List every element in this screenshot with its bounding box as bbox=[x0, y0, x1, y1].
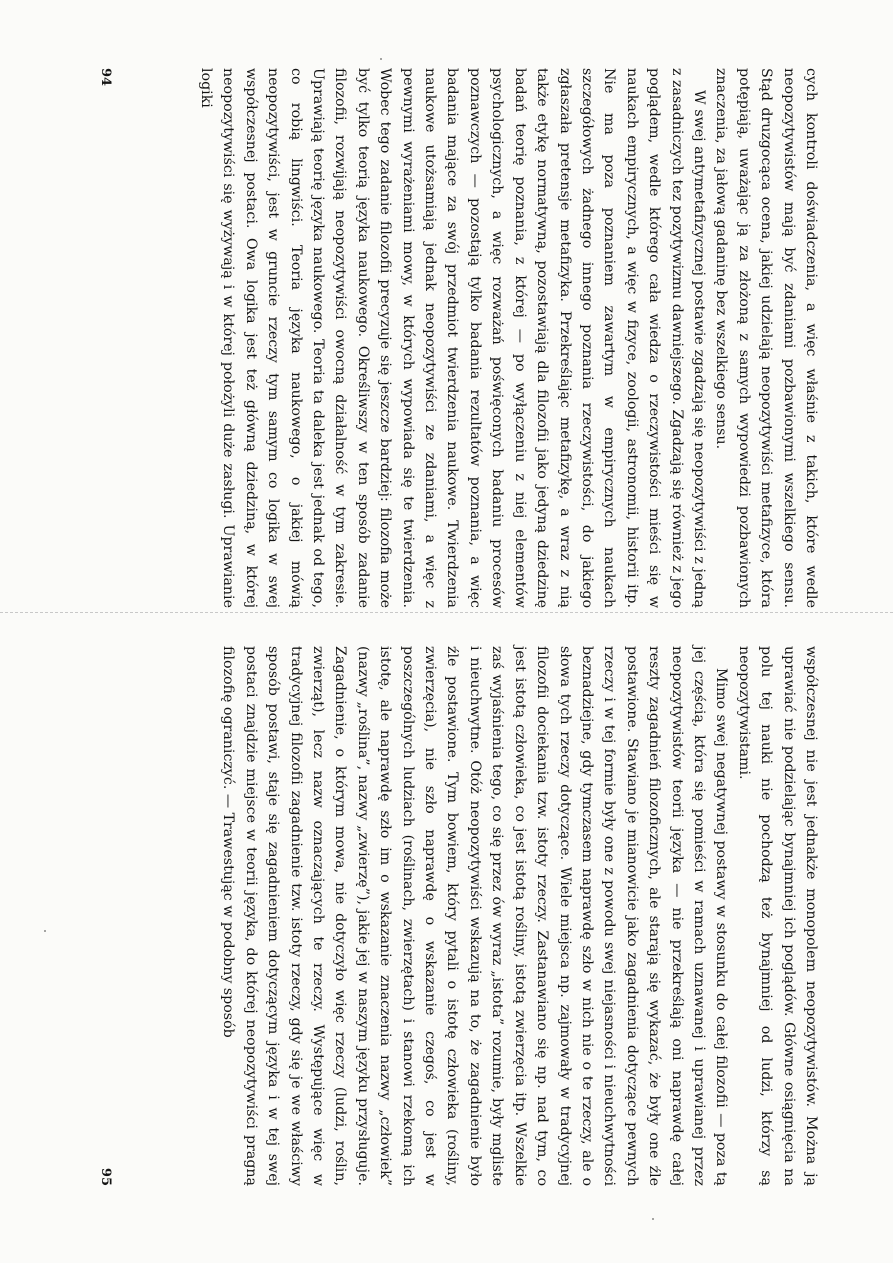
paragraph: Mimo swej negatywnej postawy w stosunku do całej filozofii — poza tą jej częścią, która się pomieści w ramach uznawanej i uprawianej przez neopozytywistów teorii języka — nie przekreślają oni naprawdę całej reszty zagadnień filozoficznych, ale starają się wykazać, że były one źle postawione. Stawiano je mianowicie jako zagadnienia dotyczące pewnych rzeczy i w tej formie były one z powodu swej niejasności i nieuchwytności beznadziejne, gdy tymczasem naprawdę szło w nich nie o te rzeczy, ale o słowa tych rzeczy dotyczące. Wiele miejsca np. zajmowały w tradycyjnej filozofii dociekania tzw. istoty rzeczy. Zastanawiano się np. nad tym, co jest istotą człowieka, co jest istotą rośliny, istotą zwierzęcia itp. Wszelkie zaś wyjaśnienia tego, co się przez ów wyraz „istota” rozumie, były mgliste i nieuchwytne. Otóż neopozytywiści wskazują na to, że zagadnienie było źle postawione. Tym bowiem, który pytali o istotę człowieka (rośliny, zwierzęcia), nie szło naprawdę o wskazanie czegoś, co jest w poszczególnych ludziach (roślinach, zwierzętach) i stanowi rzekomą ich istotę, ale naprawdę szło im o wskazanie znaczenia nazwy „człowiek” (nazwy „roślina”, nazwy „zwierzę”), jakie jej w naszym języku przysługuje. Zagadnienie, o którym mowa, nie dotyczyło więc rzeczy (ludzi, roślin, zwierząt), lecz nazw oznaczających te rzeczy. Występujące więc w tradycyjnej filozofii zagadnienie tzw. istoty rzeczy, gdy się je we właściwy sposób postawi, staje się zagadnieniem dotyczącym języka i w tej swej postaci znajdzie miejsce w teorii języka, do której neopozytywiści pragną filozofię ograniczyć. — Trawestując w podobny sposób bbox=[220, 646, 730, 1186]
paragraph: W swej antymetafizycznej postawie zgadzają się neopozytywiści z jedną z zasadniczych tez pozytywizmu dawniejszego. Zgadzają się również z jego poglądem, wedle którego cała wiedza o rzeczywistości mieści się w naukach empirycznych, a więc w fizyce, zoologii, astronomii, historii itp. Nie ma poza poznaniem zawartym w empirycznych naukach szczegółowych żadnego innego poznania rzeczywistości, do jakiego zgłaszała pretensje metafizyka. Przekreślając metafizykę, a wraz z nią także etykę normatywną, pozostawiają dla filozofii jako jedyną dziedzinę badań teorię poznania, z której — po wyłączeniu z niej elementów psychologicznych, a więc rozważań poświęconych badaniu procesów poznawczych — pozostają tylko badania rezultatów poznania, a więc badania mające za swój przedmiot twierdzenia naukowe. Twierdzenia naukowe utożsamiają jednak neopozytywiści ze zdaniami, a więc z pewnymi wyrażeniami mowy, w których wypowiada się te twierdzenia. Wobec tego zadanie filozofii precyzuje się jeszcze bardziej: filozofia może być tylko teorią języka naukowego. Określiwszy w ten sposób zadanie filozofii, rozwijają neopozytywiści owocną działalność w tym zakresie. Uprawiają teorię języka naukowego. Teoria ta daleka jest jednak od tego, co robią lingwiści. Teoria języka naukowego, o jakiej mówią neopozytywiści, jest w gruncie rzeczy tym samym co logika w swej współczesnej postaci. Owa logika jest też główną dziedziną, w której neopozytywiści się wyżywają i w której położyli duże zasługi. Uprawianie logiki bbox=[198, 68, 707, 608]
left-page-body bbox=[98, 68, 822, 608]
scan-speck bbox=[380, 58, 382, 60]
page-fold-line bbox=[0, 612, 893, 613]
right-page bbox=[98, 646, 822, 1186]
page-number: 95 bbox=[98, 1167, 113, 1186]
page-number: 94 bbox=[98, 68, 113, 87]
left-page bbox=[98, 68, 822, 608]
left-page-text bbox=[102, 68, 822, 608]
scan-speck bbox=[44, 930, 46, 932]
paragraph: współczesnej nie jest jednakże monopolem neopozytywistów. Można ją uprawiać nie podzielając bynajmniej ich poglądów. Główne osiągnięcia na polu tej nauki nie pochodzą też bynajmniej od ludzi, którzy są neopozytywistami. bbox=[735, 646, 819, 1186]
scan-speck bbox=[652, 1218, 654, 1220]
right-page-text bbox=[102, 646, 822, 1186]
paragraph: cych kontroli doświadczenia, a więc właśnie z takich, które wedle neopozytywistów mają być zdaniami pozbawionymi wszelkiego sensu. Stąd druzgocąca ocena, jakiej udzielają neopozytywiści metafizyce, która potępiają, uważając ją za złożoną z samych wypowiedzi pozbawionych znaczenia, za jałową gadaninę bez wszelkiego sensu. bbox=[713, 68, 819, 608]
right-page-body bbox=[98, 646, 822, 1186]
